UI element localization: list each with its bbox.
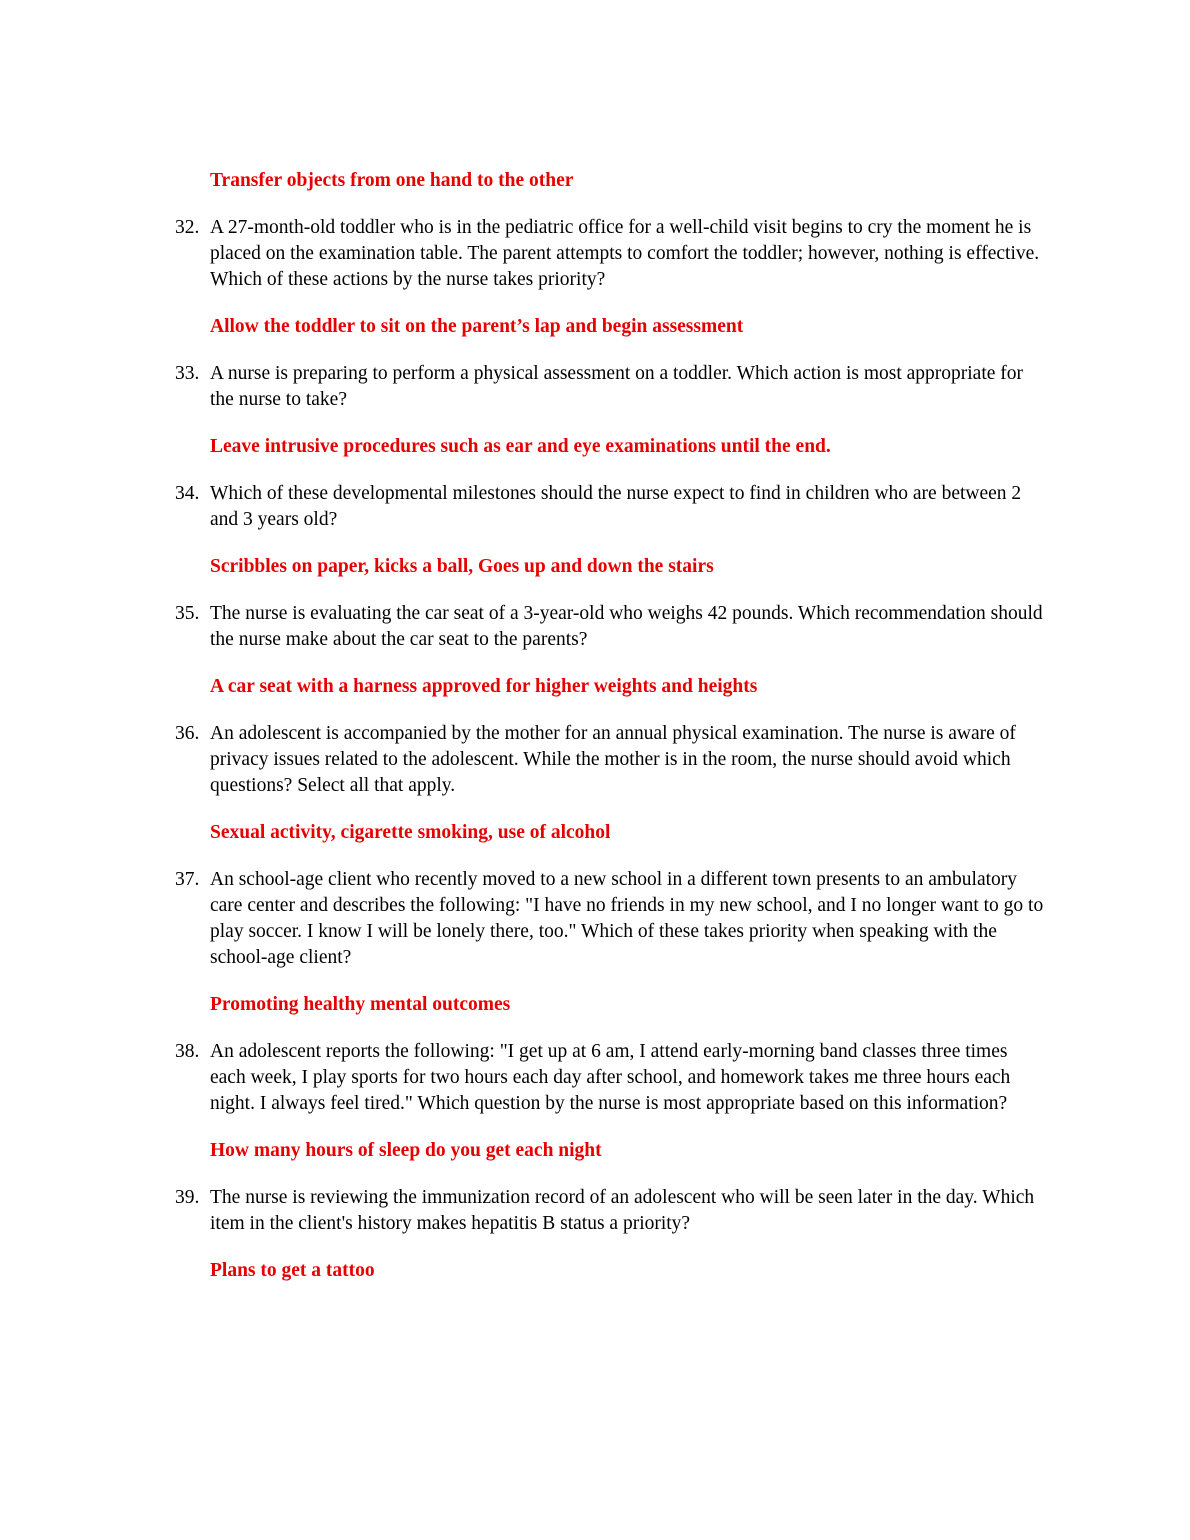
question-number: 32. — [175, 217, 200, 238]
answer-text: Promoting healthy mental outcomes — [210, 994, 511, 1015]
question-text: The nurse is evaluating the car seat of a 3-year-old who weighs 42 pounds. Which recommendation should the nurse make about the car seat to the parents? — [210, 603, 1043, 650]
question-item — [175, 601, 1045, 653]
answer-text: How many hours of sleep do you get each night — [210, 1140, 602, 1161]
question-text: An adolescent reports the following: "I get up at 6 am, I attend early-morning band classes three times each week, I play sports for two hours each day after school, and homework takes me three hours each night. I always feel tired." Which question by the nurse is most appropriate based on this information? — [210, 1041, 1011, 1114]
answer-text: A car seat with a harness approved for higher weights and heights — [210, 676, 758, 697]
answer-text: Leave intrusive procedures such as ear and eye examinations until the end. — [210, 436, 831, 457]
question-item — [175, 1185, 1045, 1237]
question-text: The nurse is reviewing the immunization record of an adolescent who will be seen later in the day. Which item in the client's history makes hepatitis B status a priority? — [210, 1187, 1035, 1234]
question-number: 35. — [175, 603, 200, 624]
question-number: 39. — [175, 1187, 200, 1208]
question-text: Which of these developmental milestones should the nurse expect to find in children who are between 2 and 3 years old? — [210, 483, 1022, 530]
question-item — [175, 481, 1045, 533]
question-text: An school-age client who recently moved to a new school in a different town presents to an ambulatory care center and describes the following: "I have no friends in my new school, and I no longer want to go to play soccer. I know I will be lonely there, too." Which of these takes priority when speaking with the school-age client? — [210, 869, 1044, 968]
question-text: An adolescent is accompanied by the mother for an annual physical examination. The nurse is aware of privacy issues related to the adolescent. While the mother is in the room, the nurse should avoid which questions? Select all that apply. — [210, 723, 1016, 796]
question-number: 36. — [175, 723, 200, 744]
answer-text: Scribbles on paper, kicks a ball, Goes up and down the stairs — [210, 556, 714, 577]
question-item — [175, 215, 1045, 293]
question-number: 33. — [175, 363, 200, 384]
answer-text: Plans to get a tattoo — [210, 1260, 375, 1281]
question-number: 34. — [175, 483, 200, 504]
question-item — [175, 721, 1045, 799]
question-text: A nurse is preparing to perform a physical assessment on a toddler. Which action is most appropriate for the nurse to take? — [210, 363, 1024, 410]
question-text: A 27-month-old toddler who is in the pediatric office for a well-child visit begins to cry the moment he is placed on the examination table. The parent attempts to comfort the toddler; however, nothing is effective. Which of these actions by the nurse takes priority? — [210, 217, 1040, 290]
question-number: 37. — [175, 869, 200, 890]
answer-text: Sexual activity, cigarette smoking, use of alcohol — [210, 822, 611, 843]
question-item — [175, 1039, 1045, 1117]
answer-text: Transfer objects from one hand to the other — [210, 170, 574, 191]
question-item — [175, 361, 1045, 413]
question-item — [175, 867, 1045, 971]
answer-text: Allow the toddler to sit on the parent’s lap and begin assessment — [210, 316, 744, 337]
question-number: 38. — [175, 1041, 200, 1062]
